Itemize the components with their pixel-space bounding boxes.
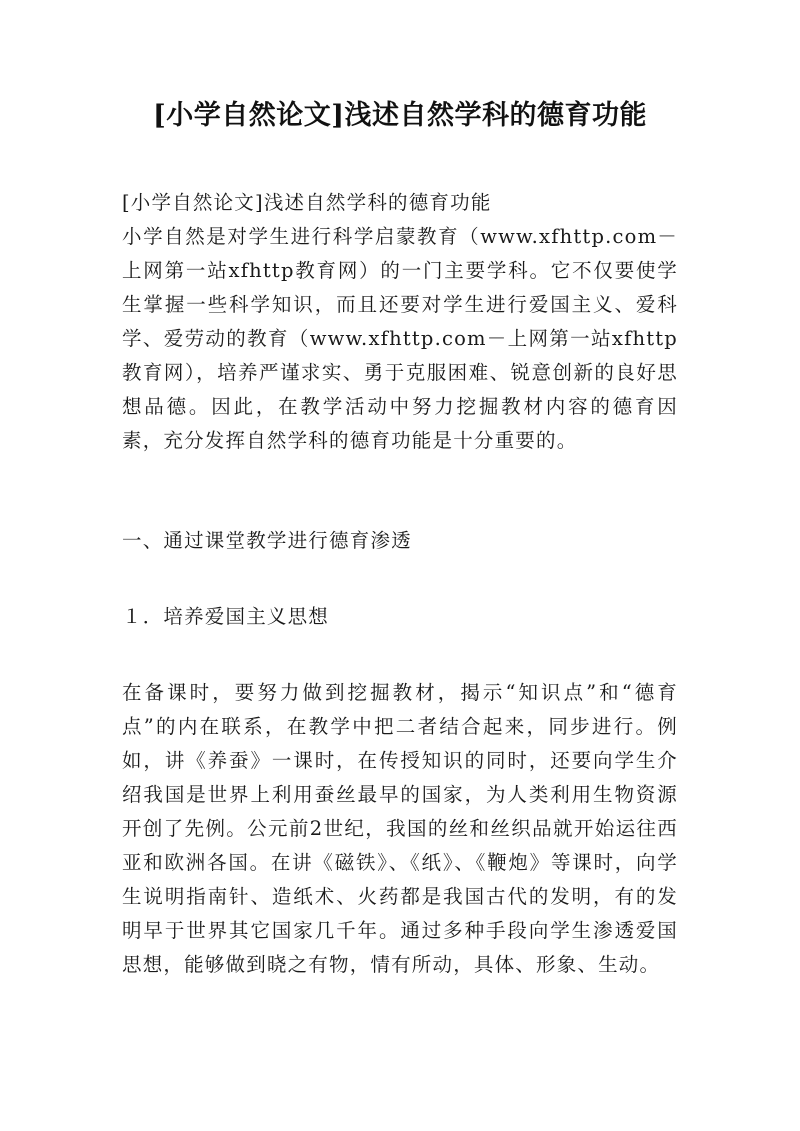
sub-heading: １．培养爱国主义思想 (122, 605, 330, 628)
document-subtitle: [小学自然论文]浅述自然学科的德育功能 (122, 191, 492, 214)
document-title: [小学自然论文]浅述自然学科的德育功能 (152, 100, 648, 131)
section-heading: 一、通过课堂教学进行德育渗透 (122, 529, 412, 552)
intro-paragraph: 小学自然是对学生进行科学启蒙教育（www.xfhttp.com－上网第一站xfhttp教育网）的一门主要学科。它不仅要使学生掌握一些科学知识，而且还要对学生进行爱国主义、爱科学、爱劳动的教育（www.xfhttp.com－上网第一站xfhttp教育网），培养严谨求实、勇于克服困难、锐意创新的良好思想品德。因此，在教学活动中努力挖掘教材内容的德育因素，充分发挥自然学科的德育功能是十分重要的。 (122, 225, 678, 452)
body-paragraph: 在备课时，要努力做到挖掘教材，揭示“知识点”和“德育点”的内在联系，在教学中把二者结合起来，同步进行。例如，讲《养蚕》一课时，在传授知识的同时，还要向学生介绍我国是世界上利用蚕丝最早的国家，为人类利用生物资源开创了先例。公元前2世纪，我国的丝和丝织品就开始运往西亚和欧洲各国。在讲《磁铁》、《纸》、《鞭炮》等课时，向学生说明指南针、造纸术、火药都是我国古代的发明，有的发明早于世界其它国家几千年。通过多种手段向学生渗透爱国思想，能够做到晓之有物，情有所动，具体、形象、生动。 (122, 681, 678, 976)
